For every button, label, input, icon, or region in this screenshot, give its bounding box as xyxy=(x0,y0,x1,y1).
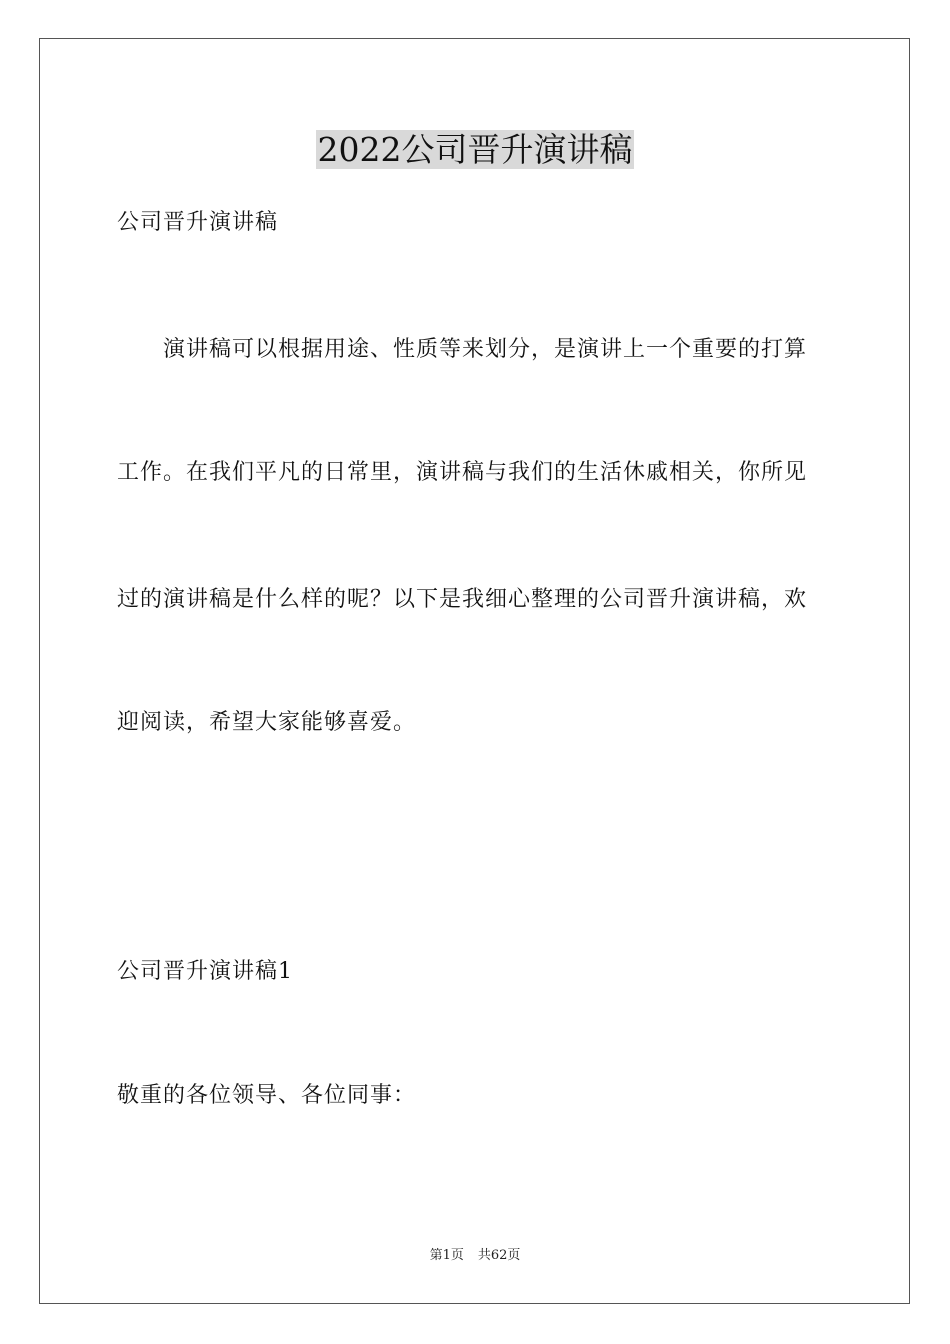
document-title xyxy=(0,128,950,172)
page-number: 第1页 xyxy=(429,1248,464,1263)
intro-line-2: 工作。在我们平凡的日常里，演讲稿与我们的生活休戚相关，你所见 xyxy=(117,460,808,485)
intro-line-3: 过的演讲稿是什么样的呢？以下是我细心整理的公司晋升演讲稿，欢 xyxy=(117,587,808,612)
section-heading: 公司晋升演讲稿1 xyxy=(117,959,293,984)
document-subtitle: 公司晋升演讲稿 xyxy=(117,210,279,235)
document-title-text: 2022公司晋升演讲稿 xyxy=(317,130,633,169)
salutation: 敬重的各位领导、各位同事： xyxy=(117,1083,417,1108)
page-footer xyxy=(0,1247,950,1265)
intro-line-4: 迎阅读，希望大家能够喜爱。 xyxy=(117,710,417,735)
intro-line-1: 演讲稿可以根据用途、性质等来划分，是演讲上一个重要的打算 xyxy=(163,337,808,362)
page-total: 共62页 xyxy=(477,1248,521,1263)
